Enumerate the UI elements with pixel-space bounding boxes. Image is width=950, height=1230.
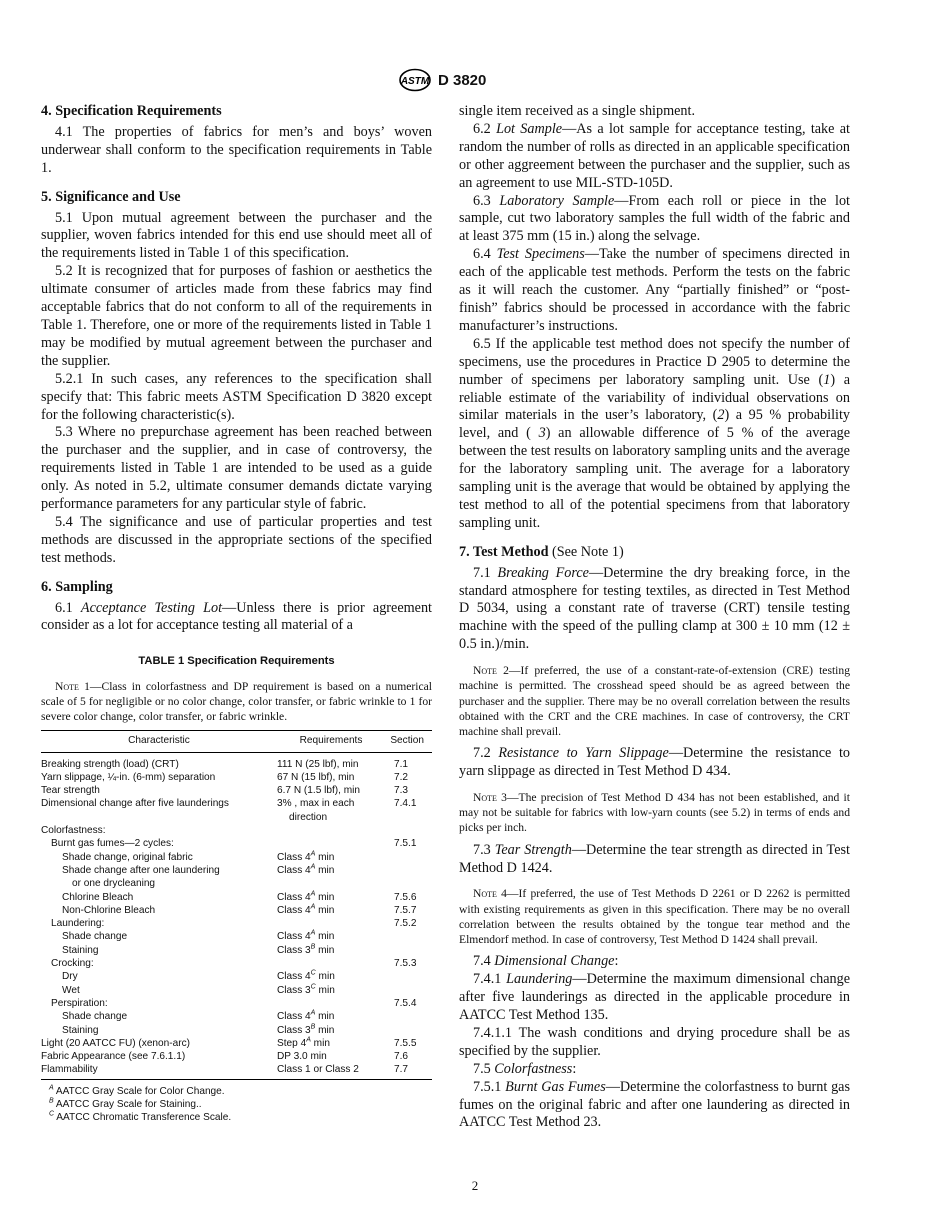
right-column [459, 103, 850, 1132]
cell-section [385, 944, 432, 957]
cell-requirement: Class $4^A$ min [277, 930, 335, 943]
cell-requirement [277, 917, 385, 930]
table-row [41, 824, 432, 837]
cell-characteristic: Yarn slippage, ¼-in. (6-mm) separation [41, 771, 216, 783]
cell-requirement: Class $3^B$ min [277, 1023, 335, 1036]
table-row [41, 891, 432, 904]
paragraph-5-2: 5.2 It is recognized that for purposes of fashion or aesthetics the ultimate consumer of articles made from these fabrics may find acceptable fabrics that do not conform to all of the requirements in Table 1. Therefore, one or more of the requirements listed in Table 1 may be modified by mutual agreement between the purchaser and the supplier. [41, 263, 432, 369]
paragraph-7-5-1: 7.5.1 Burnt Gas Fumes—Determine the colorfastness to burnt gas fumes on the original fabric and after one laundering as directed in AATCC Test Method 23. [459, 1078, 850, 1131]
cell-characteristic: Laundering: [51, 918, 105, 930]
cell-section: 7.4.1 [394, 798, 417, 810]
paragraph-7-3: 7.3 Tear Strength—Determine the tear strength as directed in Test Method D 1424. [459, 841, 850, 876]
page-header [398, 67, 486, 93]
astm-logo-icon [398, 68, 432, 92]
cell-section: 7.5.3 [394, 958, 417, 970]
cell-requirement: 3% , max in each direction [277, 798, 355, 823]
cell-section: 7.5.5 [394, 1037, 417, 1049]
cell-characteristic: Breaking strength (load) (CRT) [41, 758, 179, 770]
cell-requirement: 111 N (25 lbf), min [277, 758, 359, 770]
note-2: Note 2—If preferred, the use of a constant-rate-of-extension (CRE) testing machine is permitted. The crosshead speed should be as agreed between the purchaser and the supplier. There may be no overall correlation between the results obtained with the CRT and the CRE machines. In case of controversy, the CRT machine shall prevail. [459, 664, 850, 738]
specification-table [41, 730, 432, 1079]
table-row [41, 797, 432, 824]
section-6-heading: 6. Sampling [41, 578, 113, 595]
table-row [41, 784, 432, 797]
section-5-heading: 5. Significance and Use [41, 188, 181, 205]
cell-requirement: Class 1 or Class 2 [277, 1063, 385, 1079]
cell-requirement: Class $4^C$ min [277, 969, 335, 983]
table-note: Note 1—Class in colorfastness and DP requirement is based on a numerical scale of 5 for negligible or no color change, color transfer, or fabric wrinkle to 1 for severe color change, color transfer, or fabric wrinkle. [41, 680, 432, 724]
paragraph-6-2: 6.2 Lot Sample—As a lot sample for acceptance testing, take at random the number of rolls as directed in an applicable specification or other aggreement between the purchaser and the supplier, such as an agreement to use MIL-STD-105D. [459, 120, 851, 191]
cell-characteristic: Shade change [62, 931, 128, 943]
table-row [41, 851, 432, 864]
cell-characteristic: Staining [62, 944, 99, 956]
cell-characteristic: Wet [62, 984, 80, 996]
cell-section [385, 984, 432, 997]
cell-characteristic: Chlorine Bleach [62, 891, 134, 903]
cell-section [385, 970, 432, 983]
paragraph-6-3: 6.3 Laboratory Sample—From each roll or piece in the lot sample, cut two laboratory samples the full width of the fabric and at least 375 mm (15 in.) along the selvage. [459, 192, 851, 245]
cell-requirement: Step $4^A$ min [277, 1036, 330, 1049]
cell-requirement [277, 824, 385, 837]
cell-section [385, 824, 432, 837]
table-title: TABLE 1 Specification Requirements [138, 655, 335, 668]
table-row [41, 752, 432, 771]
cell-section [385, 1010, 432, 1023]
paragraph-7-4: 7.4 Dimensional Change: [473, 953, 619, 970]
cell-section: 7.5.6 [394, 891, 417, 903]
paragraph-4-1: 4.1 The properties of fabrics for men’s and boys’ woven underwear shall conform to the specification requirements in Table 1. [41, 123, 432, 176]
table-row [41, 1063, 432, 1079]
left-column [41, 103, 432, 1125]
paragraph-7-1: 7.1 Breaking Force—Determine the dry breaking force, in the standard atmosphere for testing textiles, as directed in Test Method D 5034, using a constant rate of traverse (CRT) tensile testing machine with the speed of the pulling clamp at 300 ± 10 mm (12 ± 0.5 in.)/min. [459, 564, 851, 653]
table-row [41, 864, 432, 891]
cell-section: 7.7 [385, 1063, 432, 1079]
cell-characteristic: Dry [62, 971, 78, 983]
cell-requirement: Class $3^C$ min [277, 983, 335, 996]
paragraph-5-3: 5.3 Where no prepurchase agreement has been reached between the purchaser and the supplier, and in case of controversy, the requirements listed in Table 1 are intended to be used as a guide only. As noted in 5.2, ultimate consumer demands dictate varying performance parameters for any particular style of fabric. [41, 424, 432, 513]
paragraph-6-1-continued: single item received as a single shipment. [459, 103, 695, 119]
cell-characteristic: Dimensional change after five launderings [41, 798, 229, 810]
table-row [41, 1024, 432, 1037]
cell-characteristic: Light (20 AATCC FU) (xenon-arc) [41, 1037, 191, 1049]
cell-characteristic: Flammability [41, 1063, 277, 1079]
cell-section [385, 864, 432, 891]
footnote: $^A$ AATCC Gray Scale for Color Change. [49, 1084, 225, 1097]
table-row [41, 957, 432, 970]
cell-requirement: Class $4^A$ min [277, 1009, 335, 1023]
table-footnotes [41, 1085, 432, 1125]
cell-characteristic: Staining [62, 1024, 99, 1036]
cell-requirement: Class $4^A$ min [277, 863, 335, 876]
paragraph-7-4-1-1: 7.4.1.1 The wash conditions and drying procedure shall be as specified by the supplier. [459, 1024, 850, 1059]
table-row [41, 1037, 432, 1050]
table-row [41, 997, 432, 1010]
section-4-heading: 4. Specification Requirements [41, 103, 222, 119]
cell-characteristic: Crocking: [51, 958, 94, 970]
cell-section [385, 1024, 432, 1037]
cell-characteristic: Shade change, original fabric [62, 851, 193, 863]
cell-characteristic: Shade change [62, 1011, 128, 1023]
paragraph-6-4: 6.4 Test Specimens—Take the number of specimens directed in each of the applicable test methods. Perform the tests on the fabric as it will reach the customer. Any “partially finished” or “post-finish” fabrics should be processed in accordance with the fabric manufacturer’s instructions. [459, 246, 850, 334]
paragraph-7-5: 7.5 Colorfastness: [473, 1060, 577, 1077]
paragraph-6-5: 6.5 If the applicable test method does not specify the number of specimens, use the procedures in Practice D 2905 to determine the number of specimens per laboratory sampling unit. Use (1) a reliable estimate of the variability of individual observations on similar materials in the user’s laboratory, (2) a 95 % probability level, and ( 3) an allowable difference of 5 % of the average between the test results on laboratory sampling units and the average for the laboratory sampling unit. The average for a laboratory sampling unit is the average that would be obtained by applying the test method to all of the potential specimens from that laboratory sampling unit. [459, 335, 851, 531]
cell-section [385, 930, 432, 943]
note-3: Note 3—The precision of Test Method D 434 has not been established, and it may not be suitable for fabrics with low-yarn counts (see 5.2) in terms of ends and picks per inch. [459, 791, 850, 835]
paragraph-5-2-1: 5.2.1 In such cases, any references to the specification shall specify that: This fabric meets ASTM Specification D 3820 except for the following characteristic(s). [41, 370, 432, 423]
table-row [41, 944, 432, 957]
header-section: Section [385, 731, 432, 752]
cell-characteristic: Colorfastness: [41, 825, 106, 837]
table-row [41, 837, 432, 850]
table-row [41, 1010, 432, 1023]
paragraph-7-4-1: 7.4.1 Laundering—Determine the maximum dimensional change after five launderings as directed in the applicable procedure in AATCC Test Method 135. [459, 971, 851, 1023]
cell-section: 7.2 [394, 771, 409, 783]
cell-characteristic: Shade change after one laundering or one drycleaning [62, 864, 220, 890]
table-row [41, 930, 432, 943]
cell-requirement: 6.7 N (1.5 lbf), min [277, 785, 361, 797]
table-row [41, 904, 432, 917]
cell-requirement: DP 3.0 min [277, 1051, 327, 1063]
cell-section: 7.5.4 [394, 997, 417, 1009]
header-characteristic: Characteristic [41, 731, 277, 752]
cell-requirement [277, 837, 385, 850]
document-code: D 3820 [438, 71, 487, 89]
note-4: Note 4—If preferred, the use of Test Methods D 2261 or D 2262 is permitted with existing requirements as given in this specification. There may be no overall correlation between the results obtained by the tongue tear method and the Elmendorf method. In case of controversy, Test Method D 1424 shall prevail. [459, 887, 850, 947]
cell-section: 7.1 [394, 758, 409, 770]
cell-characteristic: Non-Chlorine Bleach [62, 904, 156, 916]
cell-requirement: 67 N (15 lbf), min [277, 771, 355, 783]
cell-section: 7.5.1 [394, 838, 417, 850]
table-row [41, 1050, 432, 1063]
cell-requirement: Class $3^B$ min [277, 943, 335, 956]
footnote: $^B$ AATCC Gray Scale for Staining.. [49, 1097, 202, 1110]
section-7-heading: 7. Test Method (See Note 1) [459, 543, 624, 560]
paragraph-5-1: 5.1 Upon mutual agreement between the purchaser and the supplier, woven fabrics intended for this end use should meet all of the requirements listed in Table 1 of this specification. [41, 209, 432, 262]
table-row [41, 970, 432, 983]
cell-requirement: Class $4^A$ min [277, 903, 335, 916]
cell-requirement [277, 997, 385, 1010]
cell-characteristic: Fabric Appearance (see 7.6.1.1) [41, 1051, 186, 1063]
cell-section: 7.3 [394, 785, 409, 797]
footnote: $^C$ AATCC Chromatic Transference Scale. [49, 1110, 232, 1124]
paragraph-6-1: 6.1 Acceptance Testing Lot—Unless there is prior agreement consider as a lot for acceptance testing all material of a [41, 599, 432, 634]
paragraph-5-4: 5.4 The significance and use of particular properties and test methods are discussed in the appropriate sections of the specified test methods. [41, 513, 432, 566]
cell-requirement: Class $4^A$ min [277, 850, 335, 863]
table-row [41, 917, 432, 930]
cell-section [385, 851, 432, 864]
table-row [41, 984, 432, 997]
cell-section: 7.5.7 [394, 904, 417, 916]
cell-characteristic: Burnt gas fumes—2 cycles: [51, 838, 174, 850]
header-requirements: Requirements [277, 731, 385, 752]
svg-text:ASTM: ASTM [400, 76, 430, 87]
paragraph-7-2: 7.2 Resistance to Yarn Slippage—Determine the resistance to yarn slippage as directed in Test Method D 434. [459, 745, 850, 780]
table-row [41, 771, 432, 784]
cell-requirement: Class $4^A$ min [277, 890, 335, 903]
table-1 [41, 653, 432, 1124]
cell-section: 7.5.2 [394, 918, 417, 930]
page-number: 2 [471, 1178, 479, 1193]
cell-section: 7.6 [394, 1051, 409, 1063]
cell-characteristic: Perspiration: [51, 997, 108, 1009]
cell-characteristic: Tear strength [41, 785, 100, 797]
cell-requirement [277, 957, 385, 970]
